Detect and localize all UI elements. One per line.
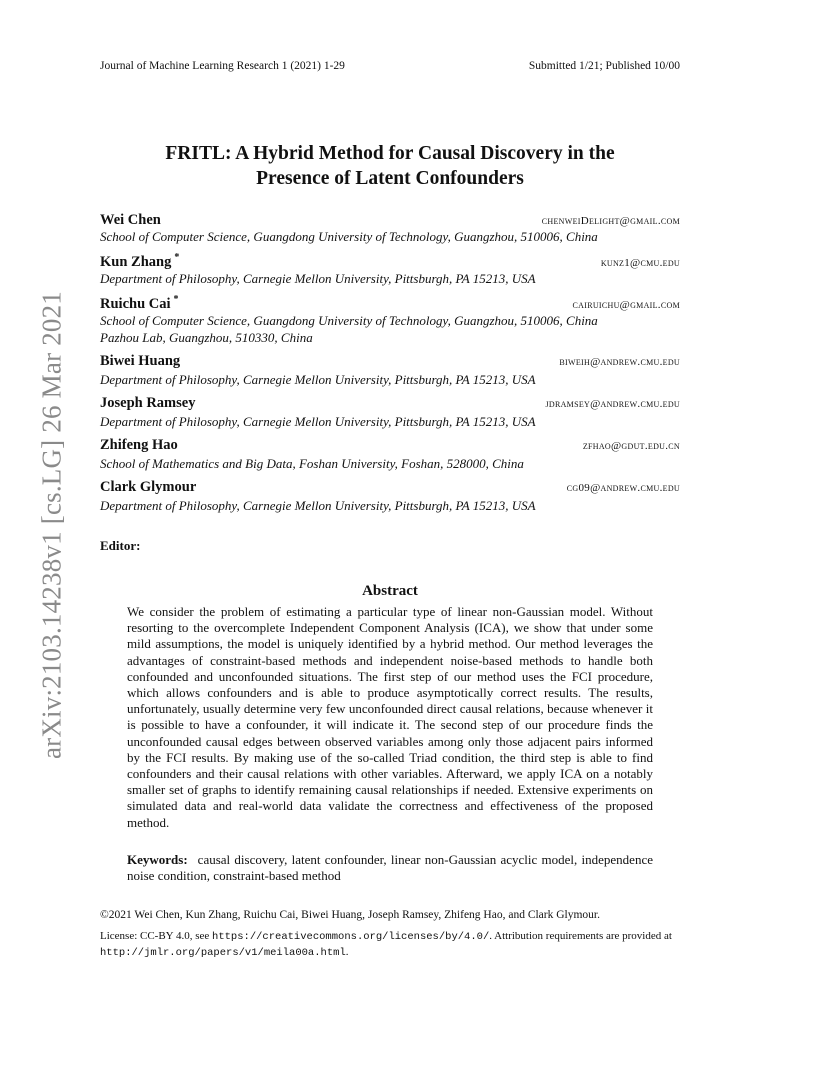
author-name: Zhifeng Hao xyxy=(100,437,178,453)
abstract-heading: Abstract xyxy=(362,583,418,599)
author-email[interactable]: kunz1@cmu.edu xyxy=(600,256,680,269)
license-notice xyxy=(100,929,680,960)
author-affiliation: Department of Philosophy, Carnegie Mellon University, Pittsburgh, PA 15213, USA xyxy=(100,414,536,429)
license-middle: . Attribution requirements are provided at xyxy=(489,930,672,942)
author-email[interactable]: cairuichu@gmail.com xyxy=(572,298,680,311)
author-name: Kun Zhang * xyxy=(100,252,180,270)
author-affiliation-secondary: Pazhou Lab, Guangzhou, 510330, China xyxy=(100,330,313,345)
license-url-link[interactable]: https://creativecommons.org/licenses/by/4.0/ xyxy=(212,931,490,943)
author-affiliation: Department of Philosophy, Carnegie Mellon University, Pittsburgh, PA 15213, USA xyxy=(100,271,536,286)
author-name: Ruichu Cai * xyxy=(100,294,179,312)
author-block xyxy=(100,252,680,287)
license-suffix: . xyxy=(345,945,349,958)
author-block xyxy=(100,395,680,430)
copyright-notice: ©2021 Wei Chen, Kun Zhang, Ruichu Cai, Biwei Huang, Joseph Ramsey, Zhifeng Hao, and Clark Glymour. xyxy=(100,909,601,921)
editor-label: Editor: xyxy=(100,538,141,553)
author-list xyxy=(100,210,680,521)
running-header xyxy=(100,60,680,72)
license-prefix: License: CC-BY 4.0, see xyxy=(100,930,213,942)
author-name: Wei Chen xyxy=(100,211,161,228)
author-block xyxy=(100,210,680,245)
abstract-text: We consider the problem of estimating a particular type of linear non-Gaussian model. Without resorting to the overcomplete Independent Component Analysis (ICA), we show that under some mild assumptions, the model is uniquely identified by a hybrid method. Our method leverages the advantages of constraint-based methods and independent noise-based methods to handle both confounded and unconfounded situations. The first step of our method uses the FCI procedure, which allows confounders and is able to produce asymptotically correct results. The results, unfortunately, usually determine very few unconfounded direct causal relations, because whenever it is possible to have a confounder, it will indicate it. The second step of our procedure finds the unconfounded causal edges between observed variables among only those adjacent pairs informed by the FCI results. By making use of the so-called Triad condition, the third step is able to find confounders and their causal relations with other variables. Afterward, we apply ICA on a notably smaller set of graphs to identify remaining causal relationships if needed. Extensive experiments on simulated data and real-world data validate the correctness and effectiveness of the proposed method. xyxy=(127,604,653,830)
author-email[interactable]: chenweiDelight@gmail.com xyxy=(541,214,680,227)
corresponding-author-mark: * xyxy=(174,252,180,263)
author-email[interactable]: cg09@andrew.cmu.edu xyxy=(566,482,680,494)
author-name: Joseph Ramsey xyxy=(100,395,196,411)
author-email[interactable]: biweih@andrew.cmu.edu xyxy=(559,356,680,368)
author-affiliation: Department of Philosophy, Carnegie Mellon University, Pittsburgh, PA 15213, USA xyxy=(100,498,536,513)
submission-dates: Submitted 1/21; Published 10/00 xyxy=(528,60,680,72)
author-affiliation: School of Computer Science, Guangdong University of Technology, Guangzhou, 510006, China xyxy=(100,313,598,328)
paper-title xyxy=(100,141,680,191)
author-block xyxy=(100,479,680,514)
keywords xyxy=(127,852,653,884)
author-email[interactable]: zfhao@gdut.edu.cn xyxy=(582,440,680,452)
author-email[interactable]: jdramsey@andrew.cmu.edu xyxy=(545,398,680,410)
title-line-1: FRITL: A Hybrid Method for Causal Discovery in the xyxy=(165,143,615,164)
author-affiliation: Department of Philosophy, Carnegie Mellon University, Pittsburgh, PA 15213, USA xyxy=(100,372,536,387)
author-block xyxy=(100,437,680,472)
corresponding-author-mark: * xyxy=(173,294,179,305)
author-block xyxy=(100,294,680,346)
author-affiliation: School of Computer Science, Guangdong University of Technology, Guangzhou, 510006, China xyxy=(100,229,598,244)
keywords-label: Keywords: xyxy=(127,852,188,867)
arxiv-identifier-stamp: arXiv:2103.14238v1 [cs.LG] 26 Mar 2021 xyxy=(36,290,67,760)
author-affiliation: School of Mathematics and Big Data, Foshan University, Foshan, 528000, China xyxy=(100,456,524,471)
journal-citation: Journal of Machine Learning Research 1 (2021) 1-29 xyxy=(100,60,345,72)
title-line-2: Presence of Latent Confounders xyxy=(256,168,524,189)
keywords-text: causal discovery, latent confounder, linear non-Gaussian acyclic model, independence noise condition, constraint-based method xyxy=(127,852,653,884)
author-name: Biwei Huang xyxy=(100,353,181,369)
paper-url-link[interactable]: http://jmlr.org/papers/v1/meila00a.html xyxy=(100,946,346,959)
author-block xyxy=(100,353,680,388)
author-name: Clark Glymour xyxy=(100,479,197,495)
